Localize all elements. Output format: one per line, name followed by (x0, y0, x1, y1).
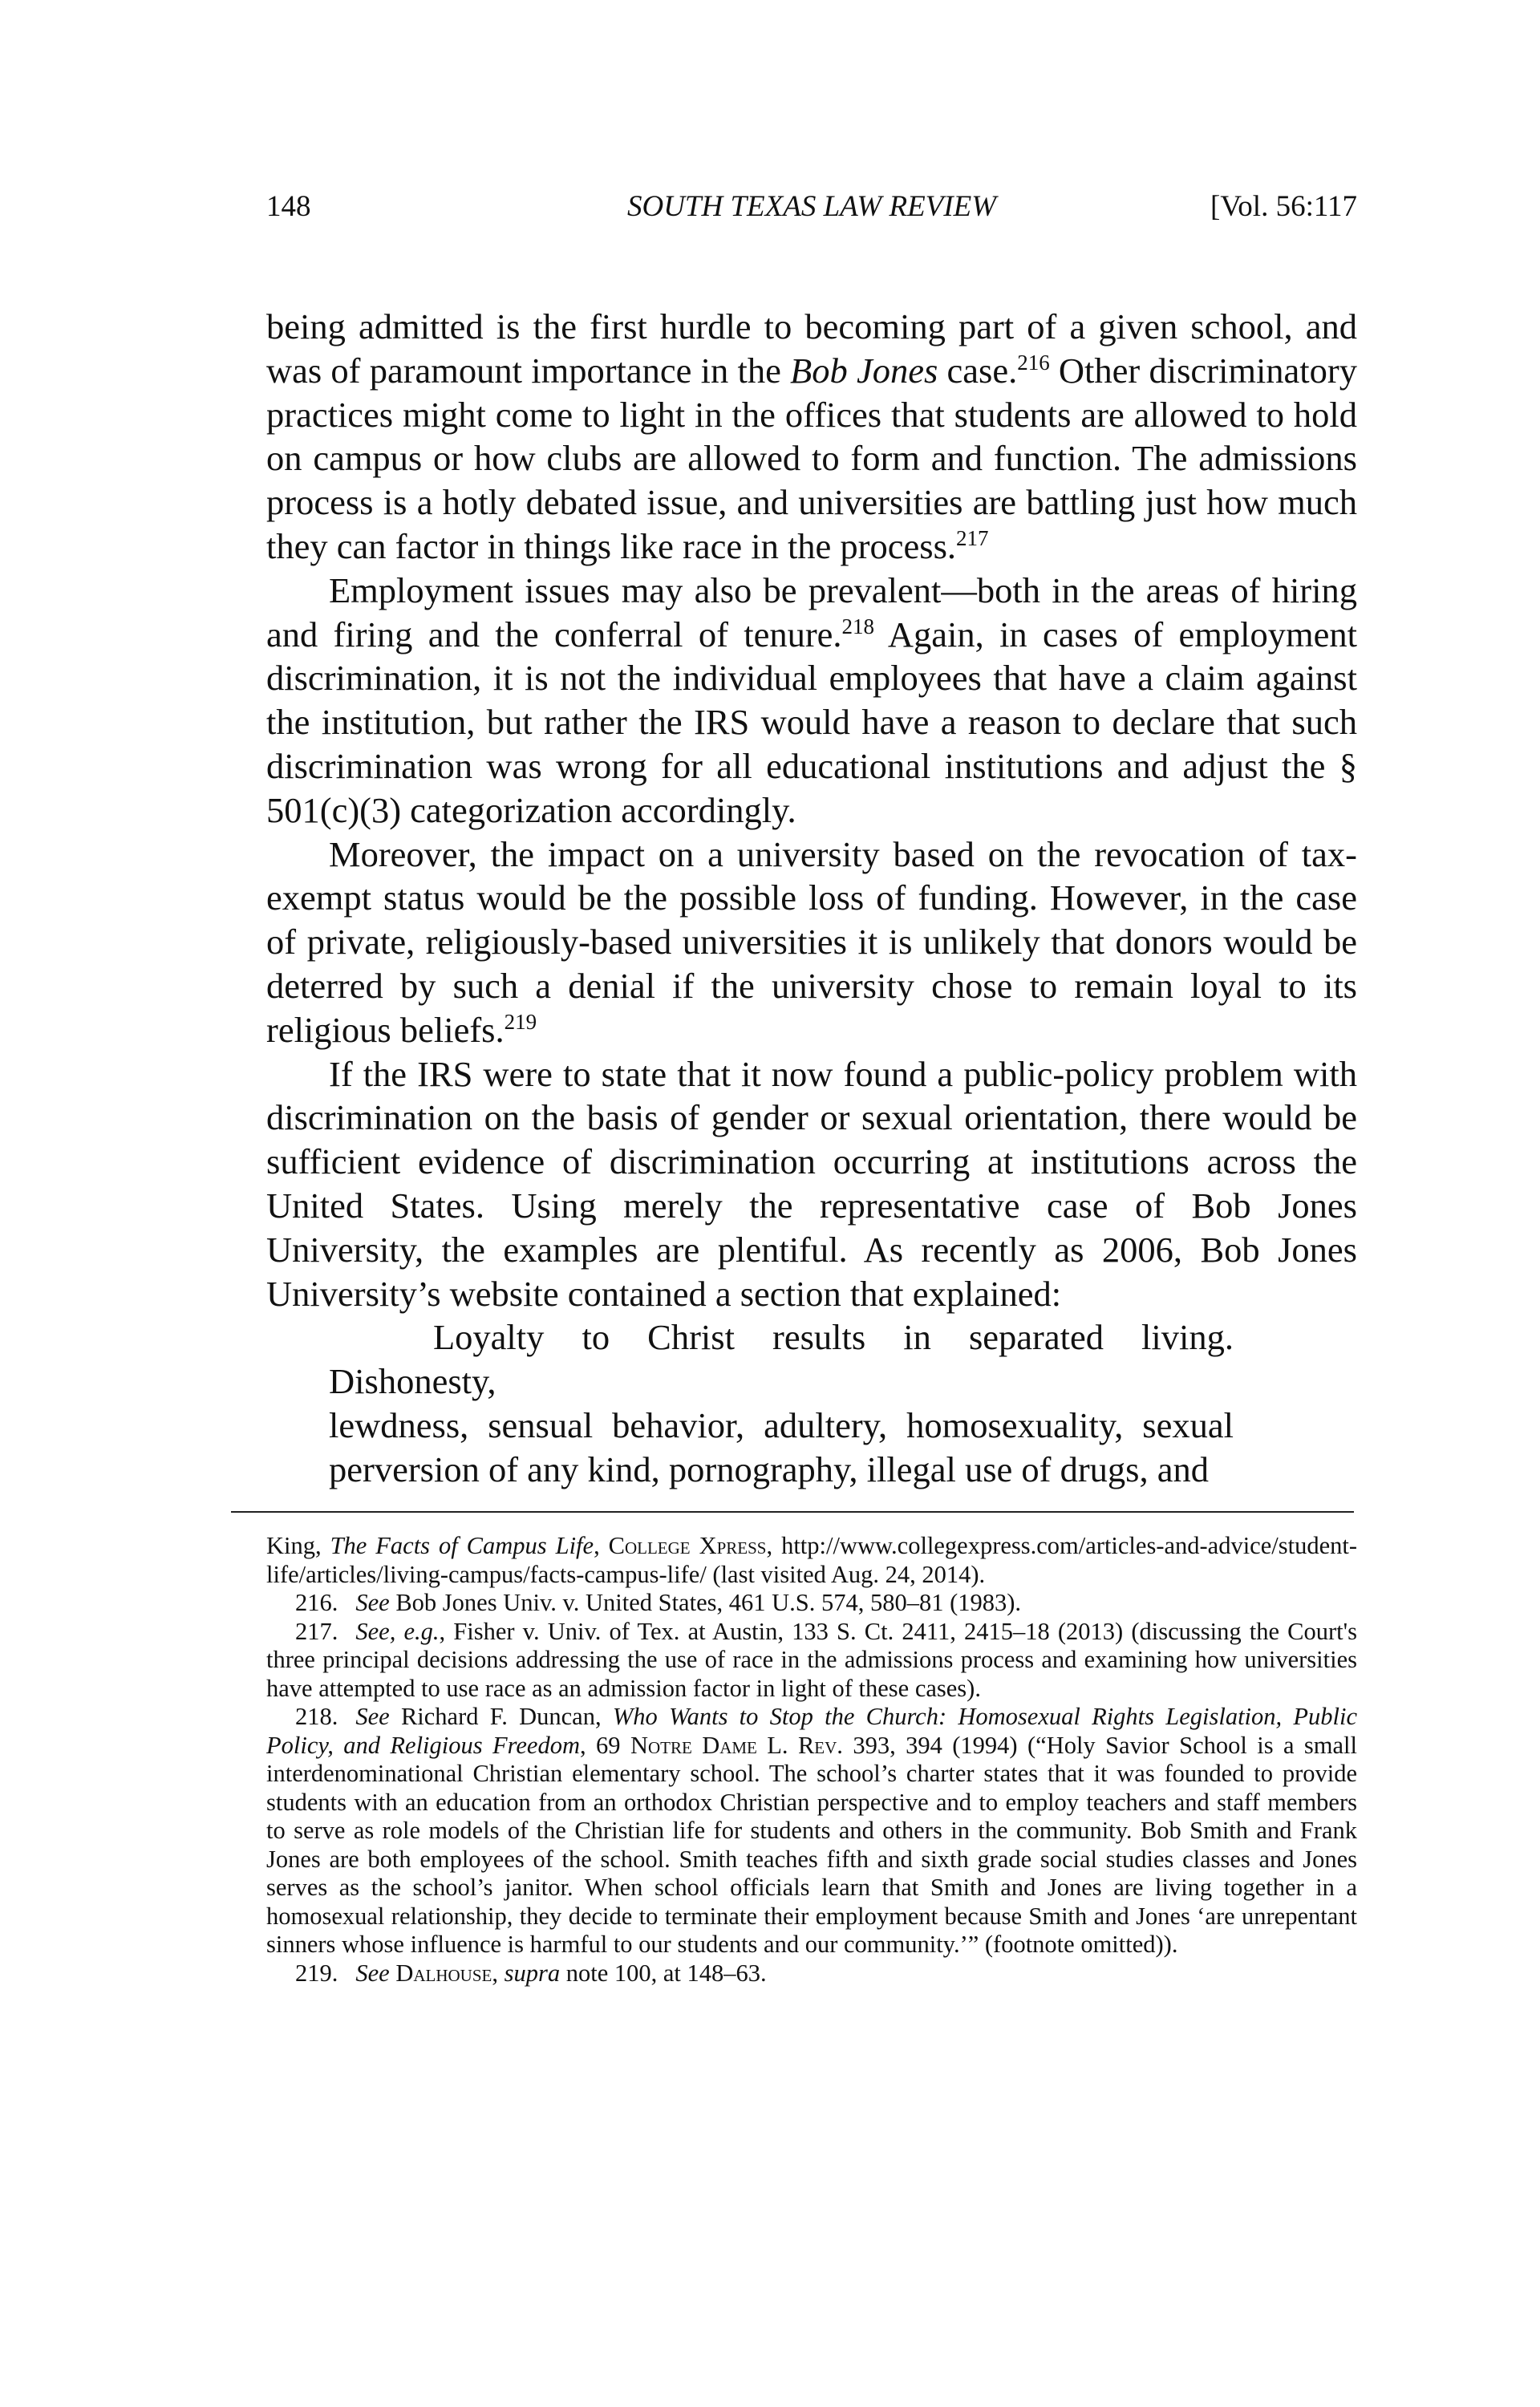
footnote-number: 218. (295, 1703, 338, 1730)
running-header (266, 183, 1357, 231)
footnote-ref-217[interactable]: 217 (956, 526, 989, 551)
footnote-number: 217. (295, 1617, 338, 1645)
body-text (266, 305, 1357, 1492)
footnote-216: 216. See Bob Jones Univ. v. United States, 461 U.S. 574, 580–81 (1983). (295, 1589, 1022, 1616)
footnote-219: 219. See Dalhouse, supra note 100, at 148–63. (295, 1959, 767, 1987)
footnote-number: 216. (295, 1589, 338, 1616)
paragraph-employment: Employment issues may also be prevalent—both in the areas of hiring and firing and the conferral of tenure.$^{218}$ Again, in cases of employment discrimination, it is not the individual employees that have a claim against the institution, but rather the IRS would have a reason to declare that such discrimination was wrong for all educational institutions and adjust the § 501(c)(3) categorization accordingly. (266, 569, 1358, 830)
paragraph-admissions: being admitted is the first hurdle to becoming part of a given school, and was of paramount importance in the Bob Jones case.$^{216}$ Other discriminatory practices might come to light in the offices that students are allowed to hold on campus or how clubs are allowed to form and function. The admissions process is a hotly debated issue, and universities are battling just how much they can factor in things like race in the process.$^{217}$ (266, 306, 1357, 566)
paragraph-funding: Moreover, the impact on a university based on the revocation of tax-exempt status would be the possible loss of funding. However, in the case of private, religiously-based universities it is unlikely that donors would be deterred by such a denial if the university chose to remain loyal to its religious beliefs.$^{219}$ (266, 833, 1357, 1050)
footnotes (266, 1532, 1357, 1988)
block-quote-line-2: lewdness, sensual behavior, adultery, homosexuality, sexual perversion of any kind, pornography, illegal use of drugs, and (329, 1404, 1234, 1489)
footnote-divider (231, 1511, 1354, 1513)
footnote-continued: King, The Facts of Campus Life, College Xpress, http://www.collegexpress.com/articles-and-advice/student-life/articles/living-campus/facts-campus-life/ (last visited Aug. 24, 2014). (266, 1532, 1357, 1588)
footnote-ref-218[interactable]: 218 (841, 614, 875, 638)
footnote-217: 217. See, e.g., Fisher v. Univ. of Tex. at Austin, 133 S. Ct. 2411, 2415–18 (2013) (discussing the Court's three principal decisions addressing the use of race in the admissions process and examining how universities have attempted to use race as an admission factor in light of these cases). (266, 1617, 1357, 1702)
footnote-ref-216[interactable]: 216 (1017, 350, 1050, 375)
case-name: Bob Jones (790, 350, 938, 391)
block-quote-line-1: Loyalty to Christ results in separated living. Dishonesty, (329, 1317, 1234, 1402)
block-quote (329, 1315, 1234, 1491)
page-number: 148 (266, 190, 311, 223)
paragraph-irs: If the IRS were to state that it now found a public-policy problem with discrimination on the basis of gender or sexual orientation, there would be sufficient evidence of discrimination occurring at institutions across the United States. Using merely the representative case of Bob Jones University, the examples are plentiful. As recently as 2006, Bob Jones University’s website contained a section that explained: (266, 1053, 1357, 1314)
volume-citation: [Vol. 56:117 (1210, 190, 1357, 223)
footnote-ref-219[interactable]: 219 (504, 1009, 537, 1034)
footnote-number: 219. (295, 1959, 338, 1987)
journal-title: SOUTH TEXAS LAW REVIEW (626, 190, 997, 223)
footnote-218: 218. See Richard F. Duncan, Who Wants to Stop the Church: Homosexual Rights Legislation, Public Policy, and Religious Freedom, 69 Notre Dame L. Rev. 393, 394 (1994) (“Holy Savior School is a small interdenominational Christian elementary school. The school’s charter states that it was founded to provide students with an education from an orthodox Christian perspective and to employ teachers and staff members to serve as role models of the Christian life for students and others in the community. Bob Smith and Frank Jones are both employees of the school. Smith teaches fifth and sixth grade social studies classes and Jones serves as the school’s janitor. When school officials learn that Smith and Jones are living together in a homosexual relationship, they decide to terminate their employment because Smith and Jones ‘are unrepentant sinners whose influence is harmful to our students and our community.’” (footnote omitted)). (266, 1703, 1358, 1958)
